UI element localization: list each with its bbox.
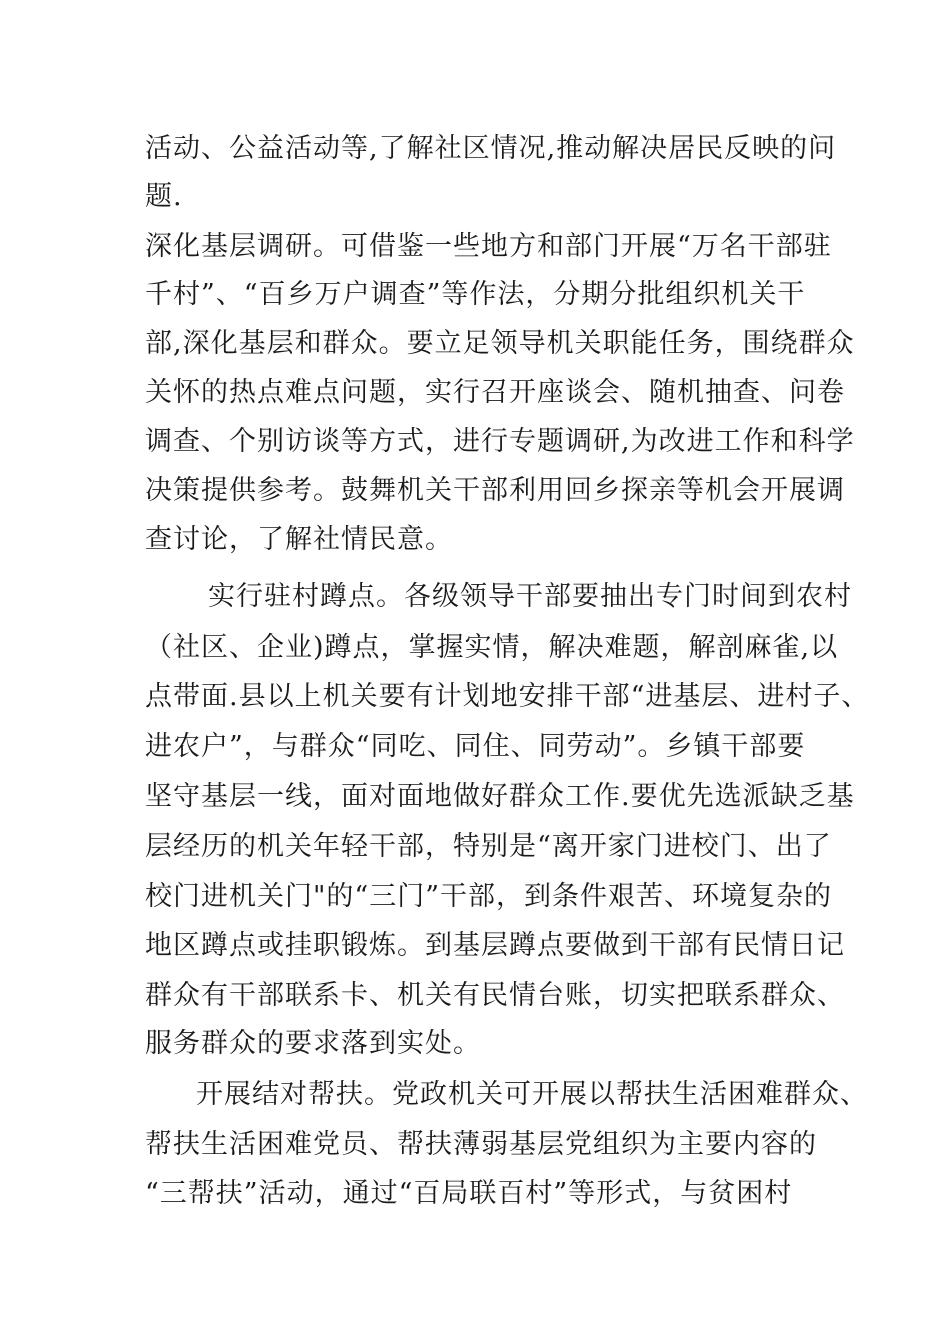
text-line: “三帮扶”活动，通过“百局联百村”等形式，与贫困村	[145, 1178, 793, 1209]
text-line: 校门进机关门"的“三门”干部，到条件艰苦、环境复杂的	[145, 881, 833, 912]
text-line: 深化基层调研。可借鉴一些地方和部门开展“万名干部驻	[145, 231, 832, 262]
text-line: 活动、公益活动等,了解社区情况,推动解决居民反映的问	[145, 133, 837, 164]
text-line: （社区、企业)蹲点，掌握实情，解决难题，解剖麻雀,以	[145, 632, 839, 663]
text-line: 关怀的热点难点问题，实行召开座谈会、随机抽查、问卷	[145, 377, 845, 408]
text-line: 题.	[145, 181, 183, 212]
text-line: 决策提供参考。鼓舞机关干部利用回乡探亲等机会开展调	[145, 475, 845, 506]
text-line: 点带面.县以上机关要有计划地安排干部“进基层、进村子、	[145, 681, 870, 712]
text-line: 群众有干部联系卡、机关有民情台账，切实把联系群众、	[145, 980, 845, 1011]
text-line: 实行驻村蹲点。各级领导干部要抽出专门时间到农村	[208, 581, 852, 612]
text-line: 地区蹲点或挂职锻炼。到基层蹲点要做到干部有民情日记	[145, 930, 845, 961]
text-line: 层经历的机关年轻干部，特别是“离开家门进校门、出了	[145, 831, 832, 862]
text-line: 开展结对帮扶。党政机关可开展以帮扶生活困难群众、	[196, 1079, 868, 1110]
text-line: 部,深化基层和群众。要立足领导机关职能任务，围绕群众	[145, 328, 855, 359]
text-line: 调查、个别访谈等方式，进行专题调研,为改进工作和科学	[145, 426, 855, 457]
text-line: 进农户”，与群众“同吃、同住、同劳动”。乡镇干部要	[145, 731, 806, 762]
text-line: 查讨论，了解社情民意。	[145, 524, 453, 555]
text-line: 坚守基层一线，面对面地做好群众工作.要优先选派缺乏基	[145, 781, 855, 812]
text-line: 帮扶生活困难党员、帮扶薄弱基层党组织为主要内容的	[145, 1129, 817, 1160]
text-line: 千村”、“百乡万户调查”等作法，分期分批组织机关干	[145, 279, 806, 310]
text-line: 服务群众的要求落到实处。	[145, 1028, 481, 1059]
